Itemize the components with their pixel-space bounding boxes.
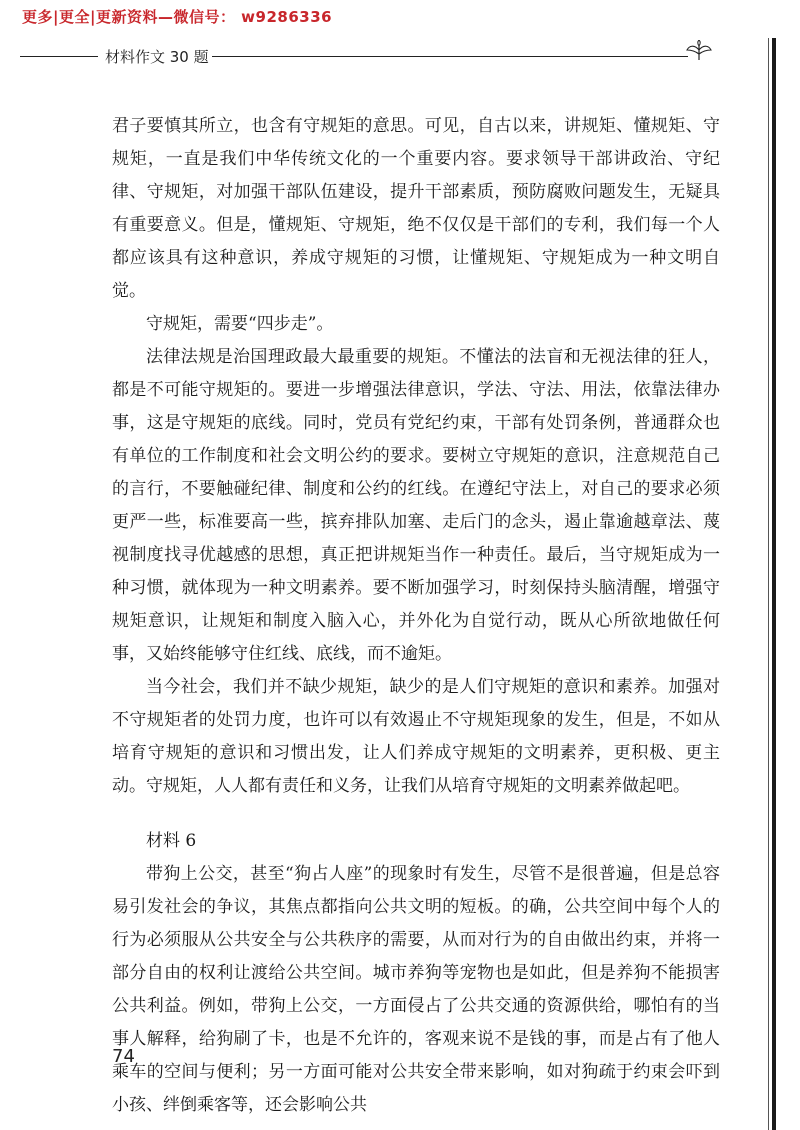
- section-heading: 材料 6: [146, 831, 197, 851]
- page-number: 74: [112, 1046, 135, 1067]
- top-banner: 更多|更全|更新资料—微信号： w9286336: [22, 8, 333, 26]
- header-rule-right: [212, 56, 688, 57]
- paragraph: 带狗上公交，甚至“狗占人座”的现象时有发生，尽管不是很普遍，但是总容易引发社会的争议，其焦点都指向公共文明的短板。的确，公共空间中每个人的行为必须服从公共安全与公共秩序的需要，从而对行为的自由做出约束，并将一部分自由的权利让渡给公共空间。城市养狗等宠物也是如此，但是养狗不能损害公共利益。例如，带狗上公交，一方面侵占了公共交通的资源供给，哪怕有的当事人解释，给狗刷了卡，也是不允许的，客观来说不是钱的事，而是占有了他人乘车的空间与便利；另一方面可能对公共安全带来影响，如对狗疏于约束会吓到小孩、绊倒乘客等，还会影响公共: [112, 864, 720, 1115]
- page-edge-border: [772, 38, 776, 1130]
- running-header-title: 材料作文 30 题: [105, 48, 209, 66]
- paragraph: 当今社会，我们并不缺少规矩，缺少的是人们守规矩的意识和素养。加强对不守规矩者的处罚力度，也许可以有效遏止不守规矩现象的发生，但是，不如从培育守规矩的意识和习惯出发，让人们养成守规矩的文明素养，更积极、更主动。守规矩，人人都有责任和义务，让我们从培育守规矩的文明素养做起吧。: [112, 677, 720, 796]
- page-edge-inner-rule: [768, 38, 769, 1130]
- paragraph: 法律法规是治国理政最大最重要的规矩。不懂法的法盲和无视法律的狂人，都是不可能守规矩的。要进一步增强法律意识，学法、守法、用法，依靠法律办事，这是守规矩的底线。同时，党员有党纪约束，干部有处罚条例，普通群众也有单位的工作制度和社会文明公约的要求。要树立守规矩的意识，注意规范自己的言行，不要触碰纪律、制度和公约的红线。在遵纪守法上，对自己的要求必须更严一些，标准要高一些，摈弃排队加塞、走后门的念头，遏止靠逾越章法、蔑视制度找寻优越感的思想，真正把讲规矩当作一种责任。最后，当守规矩成为一种习惯，就体现为一种文明素养。要不断加强学习，时刻保持头脑清醒，增强守规矩意识，让规矩和制度入脑入心，并外化为自觉行动，既从心所欲地做任何事，又始终能够守住红线、底线，而不逾矩。: [112, 347, 720, 664]
- main-text: [112, 110, 720, 1122]
- leaf-ornament-icon: [686, 40, 712, 62]
- header-rule-left: [20, 56, 98, 57]
- paragraph-continued: 君子要慎其所立，也含有守规矩的意思。可见，自古以来，讲规矩、懂规矩、守规矩，一直是我们中华传统文化的一个重要内容。要求领导干部讲政治、守纪律、守规矩，对加强干部队伍建设，提升干部素质，预防腐败问题发生，无疑具有重要意义。但是，懂规矩、守规矩，绝不仅仅是干部们的专利，我们每一个人都应该具有这种意识，养成守规矩的习惯，让懂规矩、守规矩成为一种文明自觉。: [112, 116, 720, 301]
- paragraph: 守规矩，需要“四步走”。: [146, 314, 334, 334]
